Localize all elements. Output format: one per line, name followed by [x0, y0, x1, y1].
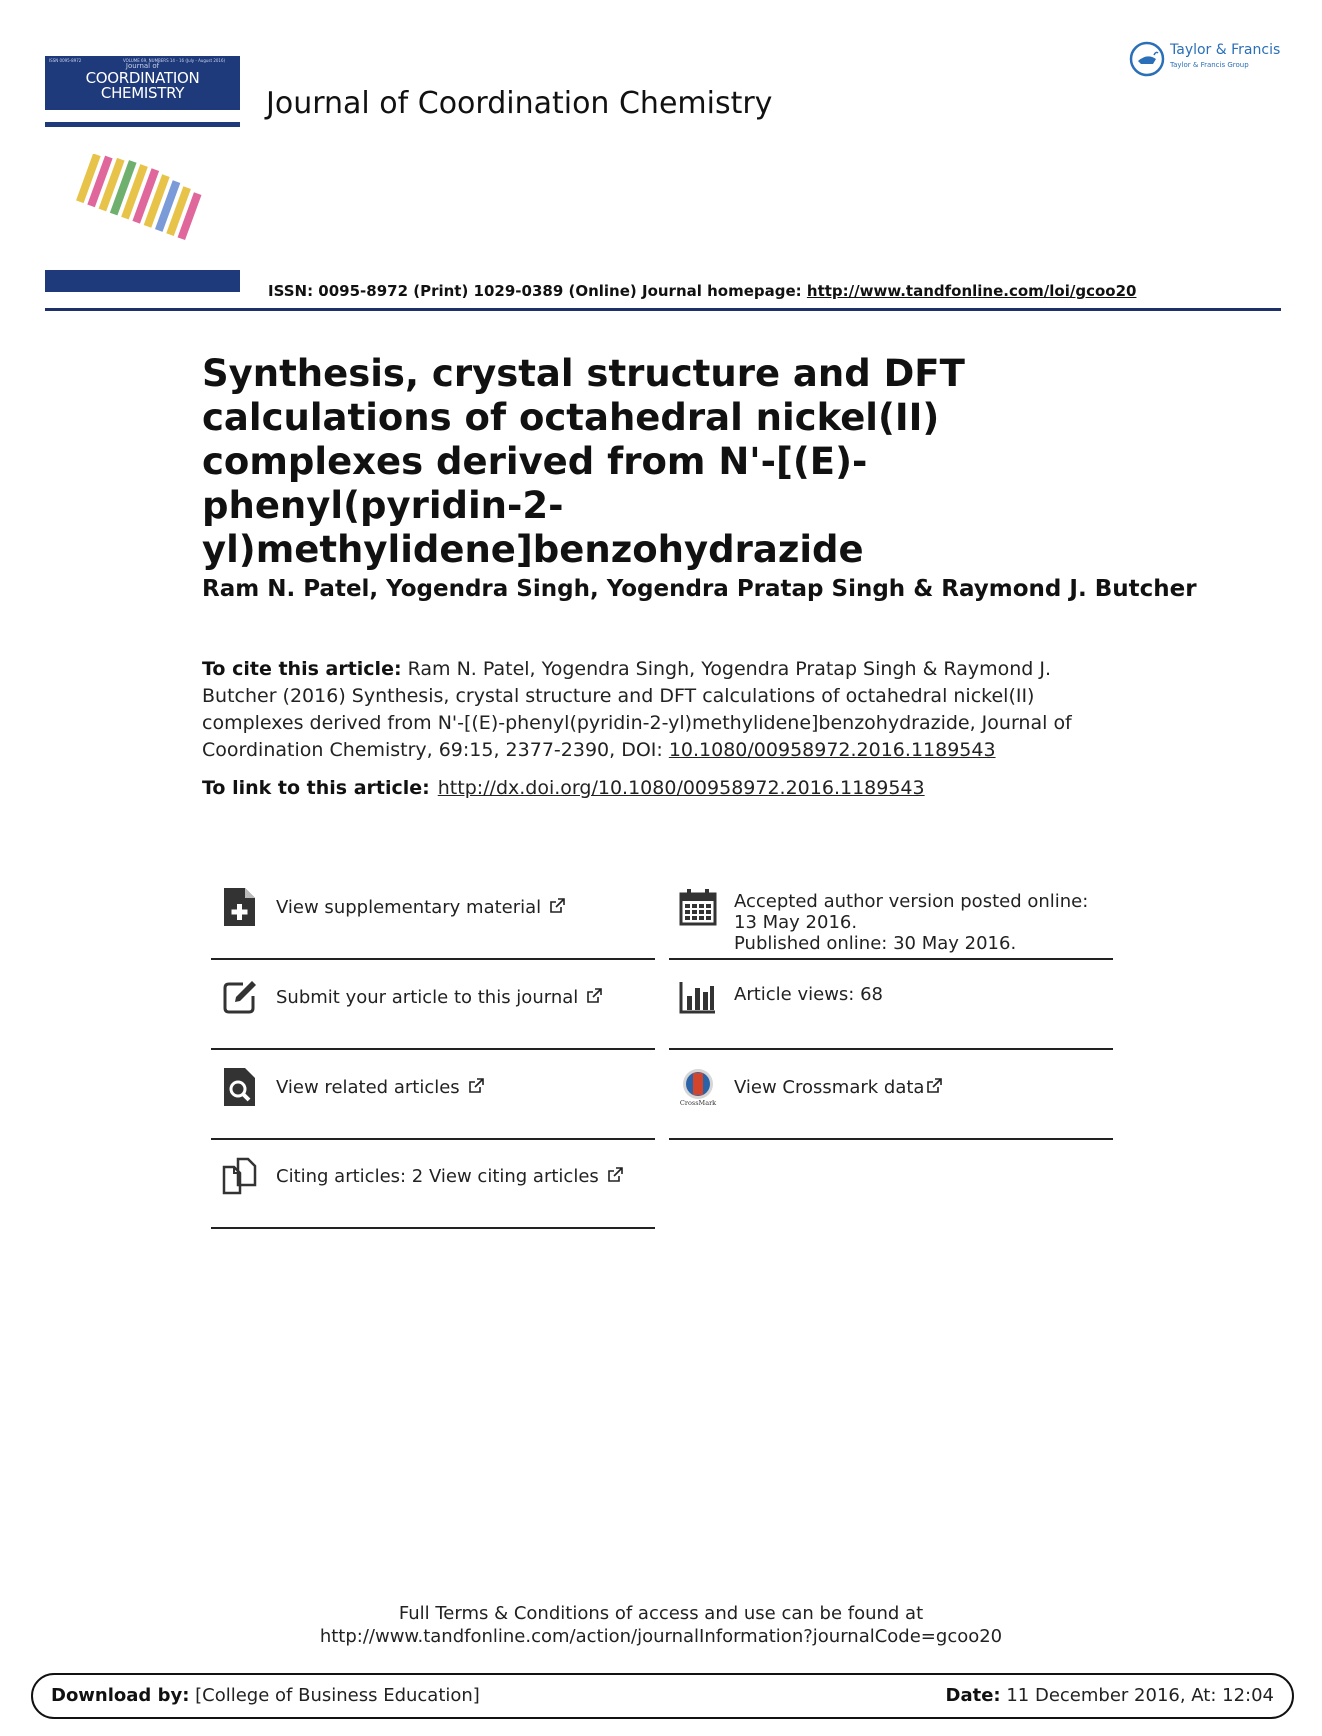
related-articles-link[interactable]: View related articles [276, 1077, 484, 1098]
download-by: Download by: [College of Business Education] [51, 1685, 480, 1706]
search-document-icon [221, 1068, 259, 1106]
cover-publisher: Taylor & Francis [118, 488, 167, 495]
citation-label: To cite this article: [202, 658, 402, 680]
journal-title[interactable]: Journal of Coordination Chemistry [266, 86, 773, 121]
journal-cover-image [45, 56, 240, 495]
publisher-group: Taylor & Francis Group [1170, 61, 1249, 69]
doi-link[interactable]: 10.1080/00958972.2016.1189543 [668, 739, 996, 761]
cover-crystal-illustration [70, 154, 220, 249]
crossmark-link[interactable]: View Crossmark data [734, 1077, 942, 1098]
citing-articles-item[interactable] [211, 1141, 655, 1229]
cover-publisher-band [45, 270, 240, 495]
publisher-name: Taylor & Francis [1170, 42, 1281, 58]
item-divider [211, 1048, 655, 1050]
crossmark-logo-text: CrossMark [679, 1099, 717, 1106]
external-link-icon [926, 1078, 942, 1094]
publication-dates [734, 891, 1114, 954]
article-link-line [202, 777, 925, 799]
item-divider [211, 958, 655, 960]
edit-icon [221, 978, 259, 1016]
journal-homepage-link[interactable]: http://www.tandfonline.com/loi/gcoo20 [806, 282, 1137, 300]
calendar-icon [679, 888, 717, 926]
crossmark-item[interactable] [669, 1052, 1113, 1140]
cover-editor-strip [45, 122, 240, 127]
item-divider [669, 1138, 1113, 1140]
taylor-francis-lamp-icon [1128, 40, 1166, 78]
supplementary-material-link[interactable]: View supplementary material [276, 897, 565, 918]
publisher-logo[interactable] [1128, 40, 1288, 80]
item-divider [669, 1048, 1113, 1050]
article-views: Article views: 68 [734, 984, 883, 1005]
external-link-icon [468, 1078, 484, 1094]
item-divider [669, 958, 1113, 960]
file-plus-icon [221, 888, 259, 926]
external-link-icon [607, 1167, 623, 1183]
citation-text: Ram N. Patel, Yogendra Singh, Yogendra Pratap Singh & Raymond J. Butcher (2016) Synthesis, crystal structure and DFT calculations of octahedral nickel(II) complexes derived from N'-[(E)-phenyl(pyridin-2-yl)methylidene]benzohydrazide, Journal of Coordination Chemistry, 69:15, 2377-2390, DOI: [202, 658, 1072, 761]
terms-url[interactable]: http://www.tandfonline.com/action/journalInformation?journalCode=gcoo20 [319, 1626, 1003, 1647]
terms-line: Full Terms & Conditions of access and use can be found at [398, 1603, 924, 1624]
submit-article-link[interactable]: Submit your article to this journal [276, 987, 602, 1008]
link-label: To link to this article: [202, 777, 430, 799]
published-date: Published online: 30 May 2016. [734, 933, 1017, 954]
external-link-icon [549, 898, 565, 914]
citing-articles-link[interactable]: Citing articles: 2 View citing articles [276, 1166, 623, 1187]
cover-title: COORDINATION CHEMISTRY [85, 69, 200, 102]
article-views-item [669, 962, 1113, 1050]
related-articles-item[interactable] [211, 1052, 655, 1140]
citation-block [202, 656, 1122, 764]
cover-volume: VOLUME 69, NUMBERS 14 - 16 (July - August 2016) [123, 58, 226, 63]
download-info-bar [31, 1673, 1294, 1719]
accepted-date: Accepted author version posted online: 13 May 2016. [734, 891, 1089, 933]
article-doi-url[interactable]: http://dx.doi.org/10.1080/00958972.2016.1189543 [437, 777, 925, 799]
item-divider [211, 1138, 655, 1140]
copy-documents-icon [221, 1157, 259, 1195]
submit-article-item[interactable] [211, 962, 655, 1050]
supplementary-material-item[interactable] [211, 872, 655, 960]
cover-issn: ISSN 0095-8972 [49, 58, 82, 63]
item-divider [211, 1227, 655, 1229]
article-authors: Ram N. Patel, Yogendra Singh, Yogendra Pratap Singh & Raymond J. Butcher [202, 576, 1197, 602]
cover-journal-of: Journal of [125, 62, 160, 70]
download-date: Date: 11 December 2016, At: 12:04 [945, 1685, 1274, 1706]
cover-title-band [45, 56, 240, 110]
bar-chart-icon [679, 978, 717, 1016]
terms-conditions [0, 1602, 1322, 1648]
issn-line [268, 282, 1136, 300]
article-title: Synthesis, crystal structure and DFT calculations of octahedral nickel(II) complexes derived from N'-[(E)-phenyl(pyridin-2-yl)methylidene]benzohydrazide [202, 352, 965, 571]
crossmark-icon [679, 1068, 717, 1106]
issn-text: ISSN: 0095-8972 (Print) 1029-0389 (Online) Journal homepage: [268, 282, 807, 300]
external-link-icon [586, 988, 602, 1004]
publication-dates-item [669, 872, 1113, 960]
header-rule [45, 308, 1281, 311]
